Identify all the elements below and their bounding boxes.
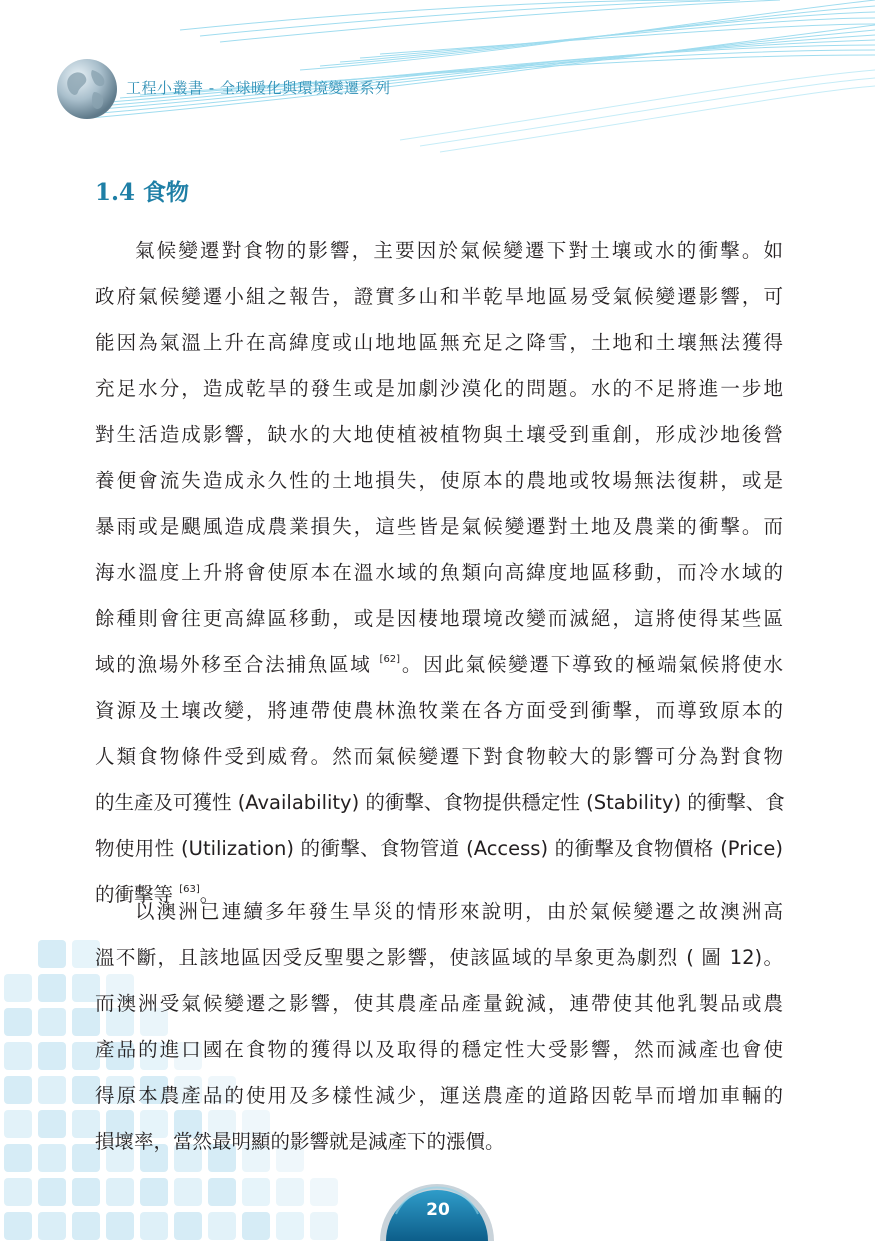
paragraph-1 (95, 228, 783, 918)
citation-63: [63] (179, 884, 200, 895)
globe-icon (56, 58, 118, 120)
line-text: 。 (199, 883, 220, 906)
line-text: 域的漁場外移至合法捕魚區域 (95, 653, 372, 676)
citation-62: [62] (379, 654, 401, 665)
paragraph-line: 對生活造成影響，缺水的大地使植被植物與土壤受到重創，形成沙地後營 (95, 423, 783, 446)
paragraph-line: 損壞率，當然最明顯的影響就是減產下的漲價。 (95, 1130, 505, 1153)
paragraph-line: 海水溫度上升將會使原本在溫水域的魚類向高緯度地區移動，而冷水域的 (95, 561, 783, 584)
paragraph-2 (95, 889, 783, 1165)
paragraph-line: 餘種則會往更高緯區移動，或是因棲地環境改變而滅絕，這將使得某些區 (95, 607, 783, 630)
line-text: 。因此氣候變遷下導致的極端氣候將使水 (400, 653, 783, 676)
paragraph-line: 溫不斷，且該地區因受反聖嬰之影響，使該區域的旱象更為劇烈 ( 圖 12)。 (95, 946, 783, 969)
paragraph-line: 得原本農產品的使用及多樣性減少，運送農產的道路因乾旱而增加車輛的 (95, 1084, 783, 1107)
paragraph-line: 氣候變遷對食物的影響，主要因於氣候變遷下對土壤或水的衝擊。如 (135, 239, 783, 262)
paragraph-line: 養便會流失造成永久性的土地損失，使原本的農地或牧場無法復耕，或是 (95, 469, 783, 492)
paragraph-line: 而澳洲受氣候變遷之影響，使其農產品產量銳減，連帶使其他乳製品或農 (95, 992, 783, 1015)
section-heading: 1.4 食物 (95, 179, 190, 206)
line-text: 的衝擊等 (95, 883, 174, 906)
paragraph-line: 人類食物條件受到威脅。然而氣候變遷下對食物較大的影響可分為對食物 (95, 745, 783, 768)
paragraph-line: 資源及土壤改變，將連帶使農林漁牧業在各方面受到衝擊，而導致原本的 (95, 699, 783, 722)
paragraph-line: 能因為氣溫上升在高緯度或山地地區無充足之降雪，土地和土壤無法獲得 (95, 331, 783, 354)
paragraph-line: 政府氣候變遷小組之報告，證實多山和半乾旱地區易受氣候變遷影響，可 (95, 285, 783, 308)
paragraph-line: 以澳洲已連續多年發生旱災的情形來說明，由於氣候變遷之故澳洲高 (135, 900, 783, 923)
paragraph-line: 物使用性 (Utilization) 的衝擊、食物管道 (Access) 的衝擊及食物價格 (Price) (95, 837, 783, 860)
page-number: 20 (426, 1200, 450, 1220)
paragraph-line: 產品的進口國在食物的獲得以及取得的穩定性大受影響，然而減產也會使 (95, 1038, 783, 1061)
paragraph-line: 暴雨或是颶風造成農業損失，這些皆是氣候變遷對土地及農業的衝擊。而 (95, 515, 783, 538)
paragraph-line: 充足水分，造成乾旱的發生或是加劇沙漠化的問題。水的不足將進一步地 (95, 377, 783, 400)
paragraph-line-with-citation (95, 642, 783, 688)
paragraph-line: 的生產及可獲性 (Availability) 的衝擊、食物提供穩定性 (Stability) 的衝擊、食 (95, 791, 785, 814)
series-title: 工程小叢書 - 全球暖化與環境變遷系列 (126, 79, 391, 97)
